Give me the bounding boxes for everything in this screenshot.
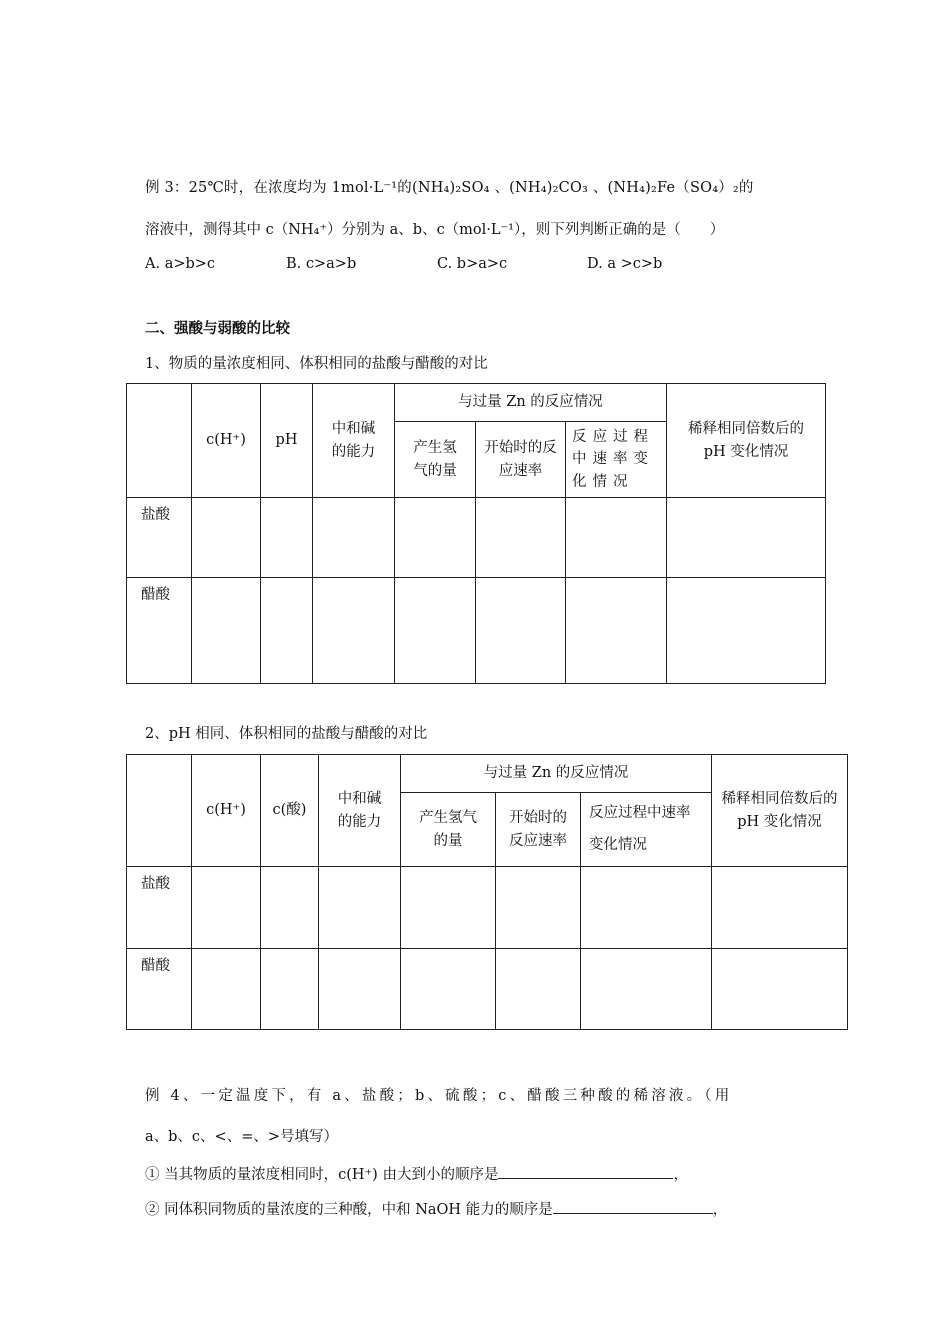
cell: [581, 949, 712, 1030]
example4-question-2: [145, 1197, 727, 1219]
header-initial-rate: 开始时的反应速率: [476, 422, 566, 498]
cell: [496, 867, 581, 949]
subsection-2-title: 2、pH 相同、体积相同的盐酸与醋酸的对比: [145, 726, 428, 742]
cell: [667, 578, 826, 684]
header-rate-change: 反应过程中速率变化情况: [581, 793, 712, 867]
cell: [192, 498, 261, 578]
header-cAcid: c(酸): [261, 755, 319, 867]
option-c: C. b>a>c: [437, 256, 508, 272]
header-zn-reaction: 与过量 Zn 的反应情况: [401, 755, 712, 793]
option-a: A. a>b>c: [145, 256, 216, 272]
cell: [401, 949, 496, 1030]
answer-blank-2[interactable]: [553, 1197, 713, 1214]
row-label-hcl: 盐酸: [127, 498, 192, 578]
row-label-acetic: 醋酸: [127, 578, 192, 684]
header-neutralize: 中和碱的能力: [313, 384, 395, 498]
option-d: D. a >c>b: [587, 256, 663, 272]
cell: [319, 867, 401, 949]
cell: [712, 949, 848, 1030]
header-pH: pH: [261, 384, 313, 498]
cell: [192, 949, 261, 1030]
row-label-hcl: 盐酸: [127, 867, 192, 949]
corner-cell: [127, 755, 192, 867]
cell: [313, 578, 395, 684]
header-h2-amount: 产生氢气的量: [401, 793, 496, 867]
section-title: 二、强酸与弱酸的比较: [145, 321, 290, 337]
question-1-text: ① 当其物质的量浓度相同时，c(H⁺) 由大到小的顺序是: [145, 1167, 499, 1183]
example3-line1: 例 3：25℃时，在浓度均为 1mol·L⁻¹的(NH₄)₂SO₄ 、(NH₄)₂CO₃ 、(NH₄)₂Fe（SO₄）₂的: [145, 180, 754, 196]
table-row: [127, 867, 848, 949]
cell: [395, 498, 476, 578]
example4-line1: 例 4、一定温度下，有 a、盐酸；b、硫酸；c、醋酸三种酸的稀溶液。（用: [145, 1088, 733, 1104]
header-h2-amount: 产生氢气的量: [395, 422, 476, 498]
header-rate-change: 反应过程中速率变化情况: [566, 422, 667, 498]
header-initial-rate: 开始时的反应速率: [496, 793, 581, 867]
cell: [261, 949, 319, 1030]
table-row: [127, 949, 848, 1030]
cell: [496, 949, 581, 1030]
cell: [192, 867, 261, 949]
corner-cell: [127, 384, 192, 498]
row-label-acetic: 醋酸: [127, 949, 192, 1030]
header-dilution: 稀释相同倍数后的 pH 变化情况: [712, 755, 848, 867]
header-cH: c(H⁺): [192, 755, 261, 867]
cell: [566, 578, 667, 684]
cell: [476, 498, 566, 578]
cell: [581, 867, 712, 949]
answer-blank-1[interactable]: [498, 1162, 673, 1179]
cell: [566, 498, 667, 578]
option-b: B. c>a>b: [286, 256, 357, 272]
cell: [261, 498, 313, 578]
cell: [192, 578, 261, 684]
punct: ，: [712, 1202, 728, 1218]
cell: [319, 949, 401, 1030]
comparison-table-1: [126, 383, 826, 684]
example4-question-1: [145, 1162, 688, 1184]
subsection-1-title: 1、物质的量浓度相同、体积相同的盐酸与醋酸的对比: [145, 356, 488, 372]
header-neutralize: 中和碱的能力: [319, 755, 401, 867]
header-dilution: 稀释相同倍数后的 pH 变化情况: [667, 384, 826, 498]
example4-line2: a、b、c、<、=、>号填写）: [145, 1129, 338, 1145]
cell: [395, 578, 476, 684]
cell: [476, 578, 566, 684]
table-row: [127, 498, 826, 578]
header-cH: c(H⁺): [192, 384, 261, 498]
table-row: [127, 578, 826, 684]
comparison-table-2: [126, 754, 848, 1030]
cell: [401, 867, 496, 949]
cell: [667, 498, 826, 578]
cell: [261, 867, 319, 949]
example3-line2: 溶液中，测得其中 c（NH₄⁺）分别为 a、b、c（mol·L⁻¹），则下列判断正确的是（ ）: [145, 222, 725, 238]
punct: ，: [673, 1167, 688, 1183]
cell: [313, 498, 395, 578]
header-zn-reaction: 与过量 Zn 的反应情况: [395, 384, 667, 422]
question-2-text: ② 同体积同物质的量浓度的三种酸，中和 NaOH 能力的顺序是: [145, 1202, 553, 1218]
cell: [712, 867, 848, 949]
cell: [261, 578, 313, 684]
